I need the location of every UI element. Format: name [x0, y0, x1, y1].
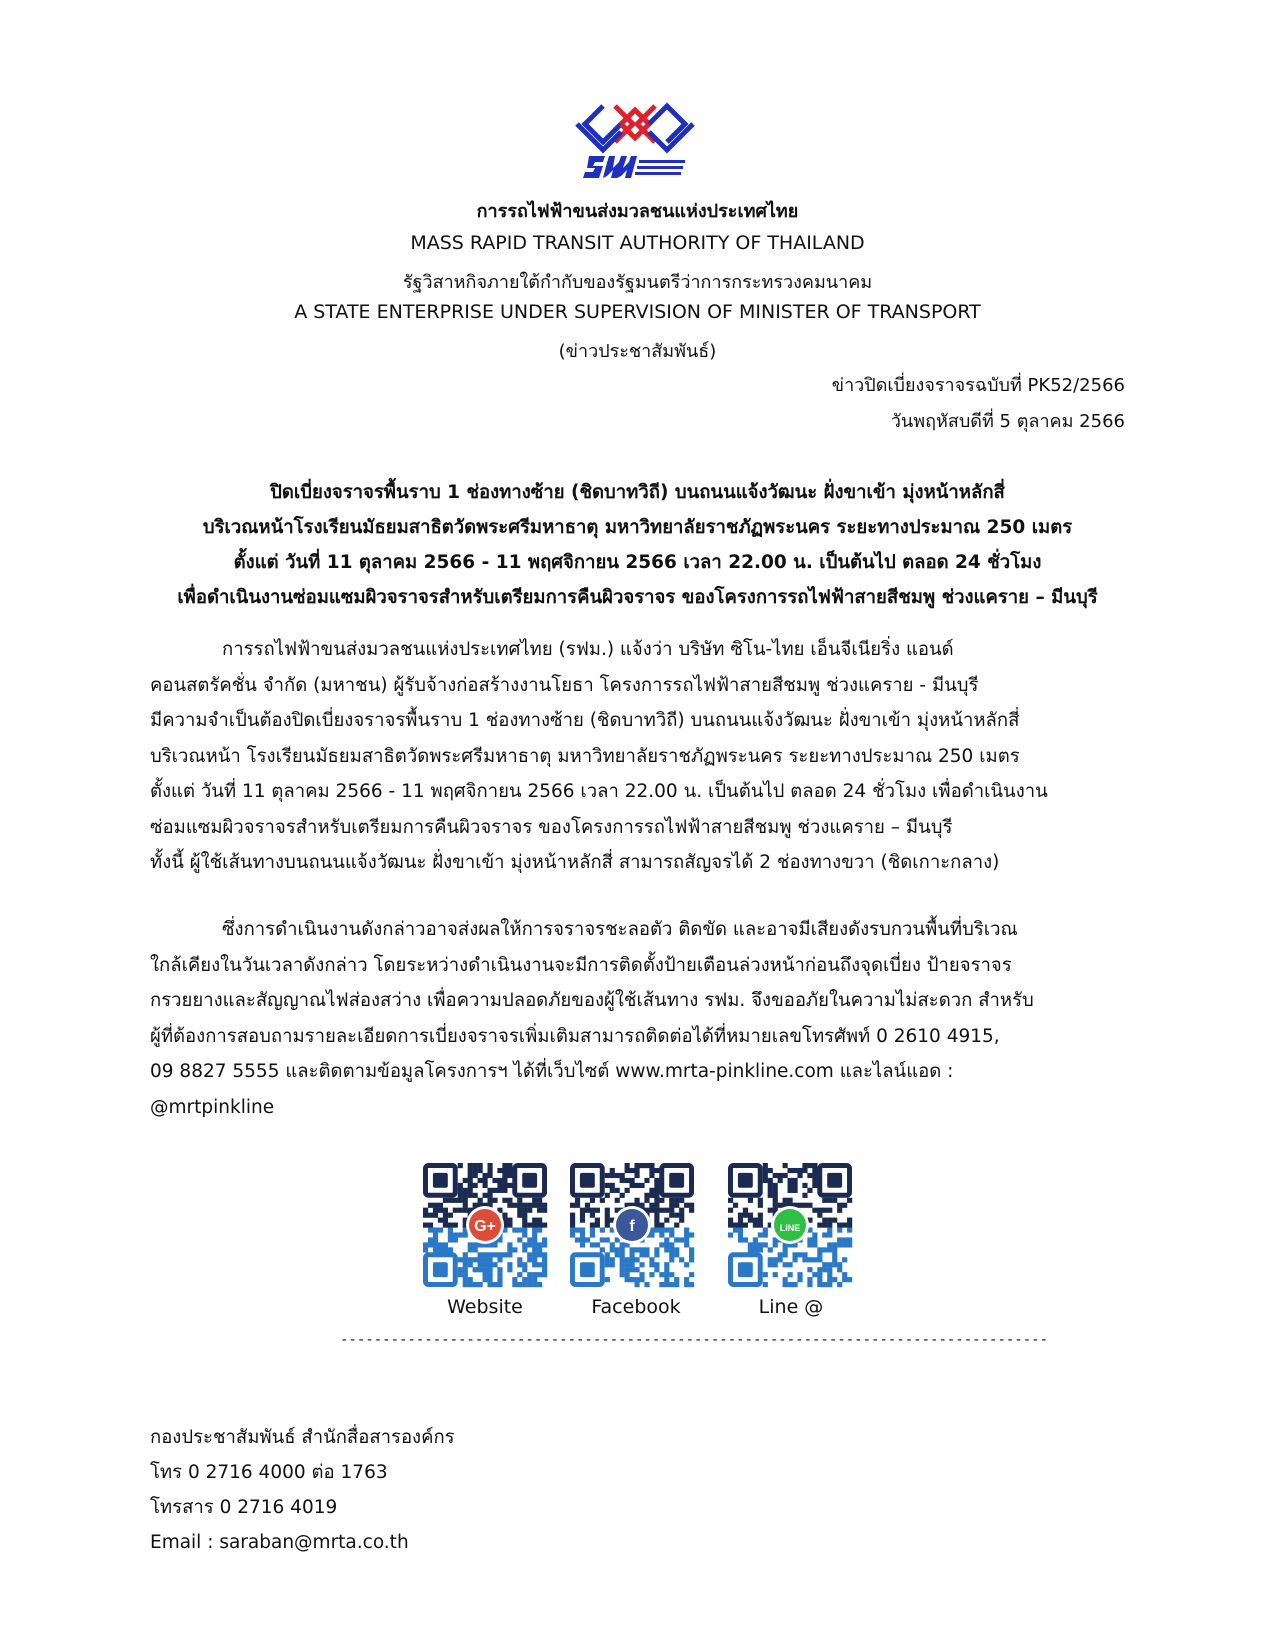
mrta-logo [575, 104, 695, 180]
facebook-icon [613, 1206, 651, 1244]
headline [140, 475, 1135, 615]
facebook-label: Facebook [591, 1296, 681, 1318]
facebook-qr-code[interactable] [570, 1163, 694, 1287]
headline-line: ปิดเบี่ยงจราจรพื้นราบ 1 ช่องทางซ้าย (ชิดบาทวิถี) บนถนนแจ้งวัฒนะ ฝั่งขาเข้า มุ่งหน้าหลักสี่ [270, 482, 1005, 503]
svg-text:LINE: LINE [779, 1223, 801, 1233]
paragraph-line: คอนสตรัคชั่น จำกัด (มหาชน) ผู้รับจ้างก่อสร้างงานโยธา โครงการรถไฟฟ้าสายสีชมพู ช่วงแคราย - มีนบุรี [150, 674, 979, 696]
paragraph-line: ใกล้เคียงในวันเวลาดังกล่าว โดยระหว่างดำเนินงานจะมีการติดตั้งป้ายเตือนล่วงหน้าก่อนถึงจุดเบี่ยง ป้ายจราจร [150, 954, 1012, 976]
divider-line: ------------------------------------------------------------------------------------ [340, 1332, 1049, 1348]
line-qr-code[interactable] [728, 1163, 852, 1287]
website-label: Website [447, 1296, 523, 1318]
body-paragraph-2 [150, 912, 1130, 1125]
paragraph-line: @mrtpinkline [150, 1096, 275, 1118]
contact-phone: โทร 0 2716 4000 ต่อ 1763 [150, 1462, 388, 1483]
news-number: ข่าวปิดเบี่ยงจราจรฉบับที่ PK52/2566 [831, 375, 1125, 396]
org-name-en: MASS RAPID TRANSIT AUTHORITY OF THAILAND [410, 232, 865, 254]
document-type: (ข่าวประชาสัมพันธ์) [558, 341, 717, 362]
body-paragraph-1 [150, 632, 1130, 881]
contact-fax: โทรสาร 0 2716 4019 [150, 1497, 338, 1518]
svg-text:f: f [629, 1218, 635, 1235]
paragraph-line: ทั้งนี้ ผู้ใช้เส้นทางบนถนนแจ้งวัฒนะ ฝั่งขาเข้า มุ่งหน้าหลักสี่ สามารถสัญจรได้ 2 ช่องทางขวา (ชิดเกาะกลาง) [150, 852, 1000, 873]
subtitle-th: รัฐวิสาหกิจภายใต้กำกับของรัฐมนตรีว่าการกระทรวงคมนาคม [402, 272, 873, 293]
paragraph-line: บริเวณหน้า โรงเรียนมัธยมสาธิตวัดพระศรีมหาธาตุ มหาวิทยาลัยราชภัฏพระนคร ระยะทางประมาณ 250 เมตร [150, 745, 1020, 767]
headline-line: บริเวณหน้าโรงเรียนมัธยมสาธิตวัดพระศรีมหาธาตุ มหาวิทยาลัยราชภัฏพระนคร ระยะทางประมาณ 250 เมตร [202, 517, 1073, 538]
website-qr-code[interactable] [423, 1163, 547, 1287]
paragraph-line: การรถไฟฟ้าขนส่งมวลชนแห่งประเทศไทย (รฟม.) แจ้งว่า บริษัท ซิโน-ไทย เอ็นจีเนียริ่ง แอนด์ [222, 639, 954, 660]
paragraph-line: ผู้ที่ต้องการสอบถามรายละเอียดการเบี่ยงจราจรเพิ่มเติมสามารถติดต่อได้ที่หมายเลขโทรศัพท์ 0 2610 4915, [150, 1025, 1000, 1047]
paragraph-line: ซึ่งการดำเนินงานดังกล่าวอาจส่งผลให้การจราจรชะลอตัว ติดขัด และอาจมีเสียงดังรบกวนพื้นที่บริเวณ [222, 919, 1018, 940]
org-name-th: การรถไฟฟ้าขนส่งมวลชนแห่งประเทศไทย [476, 201, 799, 222]
headline-line: เพื่อดำเนินงานซ่อมแซมผิวจราจรสำหรับเตรียมการคืนผิวจราจร ของโครงการรถไฟฟ้าสายสีชมพู ช่วงแคราย – มีนบุรี [177, 587, 1098, 608]
contact-info [150, 1420, 455, 1560]
paragraph-line: ซ่อมแซมผิวจราจรสำหรับเตรียมการคืนผิวจราจร ของโครงการรถไฟฟ้าสายสีชมพู ช่วงแคราย – มีนบุรี [150, 816, 953, 838]
google-plus-icon [466, 1206, 504, 1244]
paragraph-line: กรวยยางและสัญญาณไฟส่องสว่าง เพื่อความปลอดภัยของผู้ใช้เส้นทาง รฟม. จึงขออภัยในความไม่สะดวก สำหรับ [150, 990, 1034, 1011]
headline-line: ตั้งแต่ วันที่ 11 ตุลาคม 2566 - 11 พฤศจิกายน 2566 เวลา 22.00 น. เป็นต้นไป ตลอด 24 ชั่วโมง [233, 552, 1042, 573]
svg-text:G+: G+ [474, 1218, 496, 1235]
line-icon [771, 1206, 809, 1244]
contact-department: กองประชาสัมพันธ์ สำนักสื่อสารองค์กร [150, 1427, 455, 1448]
line-label: Line @ [758, 1296, 824, 1318]
news-date: วันพฤหัสบดีที่ 5 ตุลาคม 2566 [890, 411, 1125, 432]
paragraph-line: 09 8827 5555 และติดตามข้อมูลโครงการฯ ได้ที่เว็บไซต์ www.mrta-pinkline.com และไลน์แอด : [150, 1061, 954, 1082]
contact-email[interactable]: Email : saraban@mrta.co.th [150, 1532, 409, 1553]
paragraph-line: มีความจำเป็นต้องปิดเบี่ยงจราจรพื้นราบ 1 ช่องทางซ้าย (ชิดบาทวิถี) บนถนนแจ้งวัฒนะ ฝั่งขาเข้า มุ่งหน้าหลักสี่ [150, 710, 1020, 731]
subtitle-en: A STATE ENTERPRISE UNDER SUPERVISION OF MINISTER OF TRANSPORT [294, 301, 981, 323]
paragraph-line: ตั้งแต่ วันที่ 11 ตุลาคม 2566 - 11 พฤศจิกายน 2566 เวลา 22.00 น. เป็นต้นไป ตลอด 24 ชั่วโมง เพื่อดำเนินงาน [150, 781, 1048, 802]
